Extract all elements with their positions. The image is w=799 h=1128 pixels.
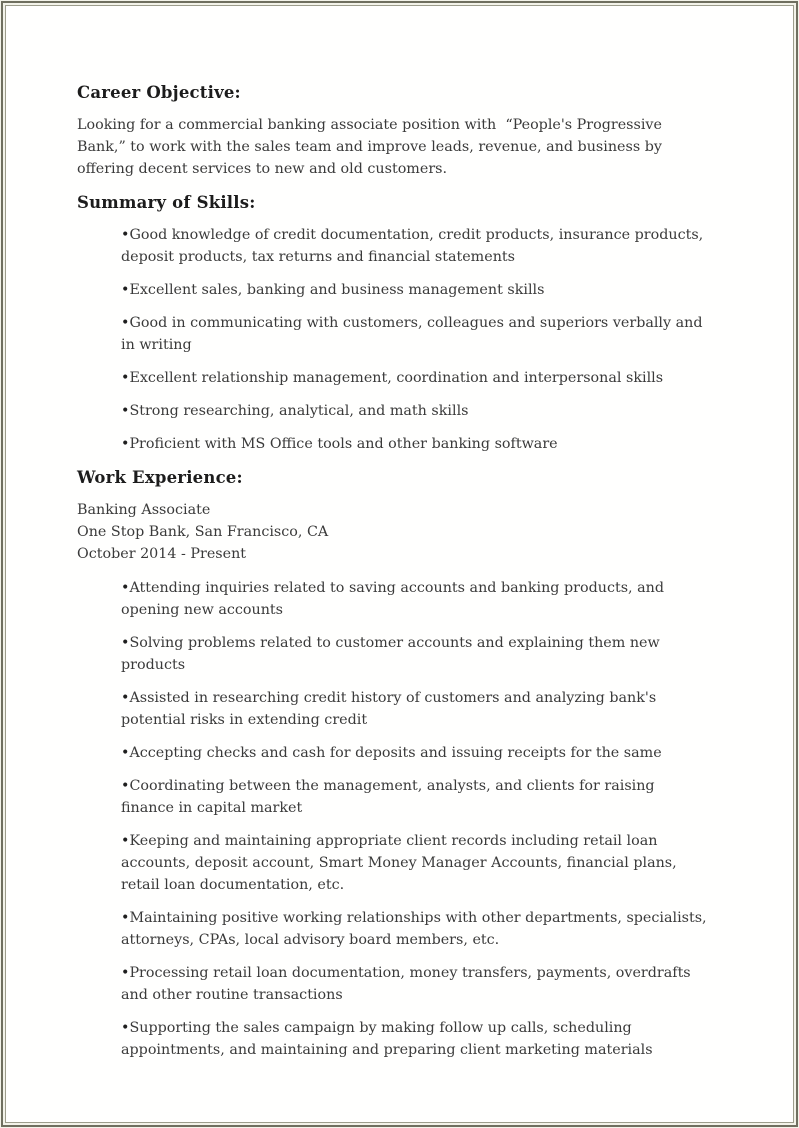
bullet-icon: • — [121, 778, 130, 794]
list-item — [121, 632, 711, 676]
career-objective-heading: Career Objective: — [77, 83, 241, 102]
list-item-text: Excellent sales, banking and business management skills — [129, 282, 545, 298]
list-item-text: Solving problems related to customer accounts and explaining them new products — [121, 635, 660, 673]
list-item-text: Proficient with MS Office tools and other banking software — [129, 436, 558, 452]
list-item — [121, 433, 711, 455]
list-item-text: Accepting checks and cash for deposits and issuing receipts for the same — [129, 745, 662, 761]
work-experience-heading: Work Experience: — [77, 468, 243, 487]
list-item-text: Maintaining positive working relationships with other departments, specialists, attorneys, CPAs, local advisory board members, etc. — [121, 910, 707, 948]
work-experience-list — [77, 577, 711, 1061]
bullet-icon: • — [121, 580, 130, 596]
bullet-icon: • — [121, 403, 130, 419]
bullet-icon: • — [121, 833, 130, 849]
list-item-text: Keeping and maintaining appropriate client records including retail loan accounts, deposit account, Smart Money Manager Accounts, financial plans, retail loan documentation, etc. — [121, 833, 677, 893]
section-career-objective — [77, 81, 711, 180]
bullet-icon: • — [121, 315, 130, 331]
list-item — [121, 312, 711, 356]
bullet-icon: • — [121, 965, 130, 981]
bullet-icon: • — [121, 690, 130, 706]
list-item — [121, 224, 711, 268]
bullet-icon: • — [121, 436, 130, 452]
bullet-icon: • — [121, 910, 130, 926]
list-item — [121, 577, 711, 621]
list-item — [121, 367, 711, 389]
list-item-text: Excellent relationship management, coordination and interpersonal skills — [129, 370, 664, 386]
list-item-text: Good in communicating with customers, colleagues and superiors verbally and in writing — [121, 315, 703, 353]
job-date-range: October 2014 - Present — [77, 546, 247, 562]
list-item-text: Processing retail loan documentation, money transfers, payments, overdrafts and other routine transactions — [121, 965, 691, 1003]
job-header — [77, 499, 711, 565]
list-item — [121, 775, 711, 819]
bullet-icon: • — [121, 635, 130, 651]
list-item — [121, 742, 711, 764]
summary-of-skills-heading: Summary of Skills: — [77, 193, 256, 212]
list-item — [121, 400, 711, 422]
list-item-text: Supporting the sales campaign by making follow up calls, scheduling appointments, and maintaining and preparing client marketing materials — [121, 1020, 653, 1058]
bullet-icon: • — [121, 1020, 130, 1036]
list-item-text: Good knowledge of credit documentation, credit products, insurance products, deposit products, tax returns and financial statements — [121, 227, 704, 265]
list-item — [121, 962, 711, 1006]
list-item-text: Strong researching, analytical, and math skills — [129, 403, 469, 419]
list-item — [121, 830, 711, 896]
job-title: Banking Associate — [77, 502, 211, 518]
section-work-experience — [77, 466, 711, 1061]
bullet-icon: • — [121, 370, 130, 386]
career-objective-paragraph: Looking for a commercial banking associate position with “People's Progressive Bank,” to work with the sales team and improve leads, revenue, and business by offering decent services to new and old customers. — [77, 117, 667, 177]
list-item — [121, 1017, 711, 1061]
bullet-icon: • — [121, 745, 130, 761]
skills-list — [77, 224, 711, 455]
list-item — [121, 279, 711, 301]
list-item-text: Coordinating between the management, analysts, and clients for raising finance in capital market — [121, 778, 655, 816]
list-item — [121, 687, 711, 731]
list-item-text: Attending inquiries related to saving accounts and banking products, and opening new accounts — [121, 580, 665, 618]
bullet-icon: • — [121, 227, 130, 243]
section-summary-of-skills — [77, 191, 711, 455]
list-item — [121, 907, 711, 951]
job-employer-location: One Stop Bank, San Francisco, CA — [77, 524, 329, 540]
bullet-icon: • — [121, 282, 130, 298]
list-item-text: Assisted in researching credit history of customers and analyzing bank's potential risks in extending credit — [121, 690, 657, 728]
